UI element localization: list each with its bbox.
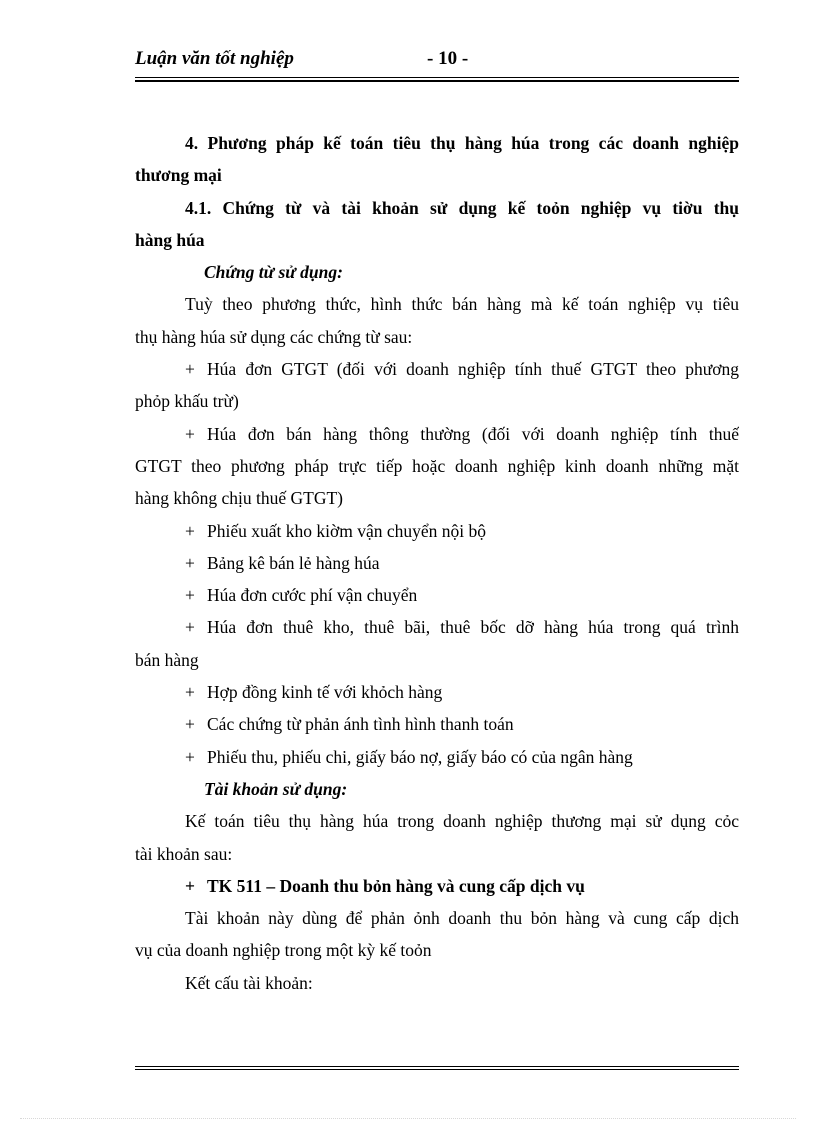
list-item [135, 741, 739, 773]
paragraph-intro: Tuỳ theo phương thức, hình thức bán hàng mà kế toán nghiệp vụ tiêu [185, 294, 739, 315]
list-item-text: Phiếu xuất kho kiờm vận chuyển nội bộ [207, 520, 487, 541]
bullet-marker: + [185, 585, 195, 606]
header-title: Luận văn tốt nghiệp [135, 48, 294, 69]
bullet-marker: + [185, 520, 195, 541]
list-item [135, 611, 739, 643]
header-rule-top [135, 77, 739, 78]
bullet-marker: + [185, 423, 195, 444]
paragraph-accounts-cont: tài khoản sau: [135, 843, 233, 864]
bullet-marker: + [185, 875, 195, 896]
list-item [135, 418, 739, 450]
page-edge-dots [20, 1118, 796, 1120]
list-item-text: Phiếu thu, phiếu chi, giấy báo nợ, giấy báo có của ngân hàng [207, 746, 633, 767]
list-item-cont: bán hàng [135, 649, 199, 670]
paragraph-accounts: Kế toán tiêu thụ hàng húa trong doanh nghiệp thương mại sử dụng cỏc [185, 811, 739, 832]
account-heading-text: TK 511 – Doanh thu bỏn hàng và cung cấp dịch vụ [207, 875, 585, 896]
bullet-marker: + [185, 617, 195, 638]
header-rule-bottom [135, 80, 739, 82]
heading-section-4-1: 4.1. Chứng từ và tài khoản sử dụng kế toỏn nghiệp vụ tiờu thụ [185, 197, 739, 218]
list-item-text: Húa đơn cước phí vận chuyển [207, 585, 418, 606]
list-item-cont: GTGT theo phương pháp trực tiếp hoặc doanh nghiệp kinh doanh những mặt [135, 455, 739, 476]
paragraph-intro-cont: thụ hàng húa sử dụng các chứng từ sau: [135, 326, 413, 347]
list-item-text: Húa đơn bán hàng thông thường (đối với doanh nghiệp tính thuế [207, 423, 739, 444]
paragraph-account-desc: Tài khoản này dùng để phản ỏnh doanh thu bỏn hàng và cung cấp dịch [185, 908, 739, 929]
bullet-marker: + [185, 714, 195, 735]
list-item [135, 676, 739, 708]
list-item [135, 708, 739, 740]
bullet-marker: + [185, 682, 195, 703]
list-item-text: Các chứng từ phản ánh tình hình thanh toán [207, 714, 514, 735]
list-item-text: Húa đơn GTGT (đối với doanh nghiệp tính thuế GTGT theo phương [207, 359, 739, 380]
page-number: - 10 - [427, 48, 469, 69]
account-heading [135, 870, 739, 902]
body-content [135, 127, 739, 999]
list-item-text: Bảng kê bán lẻ hàng húa [207, 552, 380, 573]
footer-rule-top [135, 1066, 739, 1067]
footer-rule-bottom [135, 1069, 739, 1070]
bullet-marker: + [185, 746, 195, 767]
bullet-marker: + [185, 359, 195, 380]
list-item [135, 579, 739, 611]
heading-section-4-cont: thương mại [135, 165, 222, 186]
heading-section-4: 4. Phương pháp kế toán tiêu thụ hàng húa trong các doanh nghiệp [185, 133, 739, 153]
paragraph-account-desc-cont: vụ của doanh nghiệp trong một kỳ kế toỏn [135, 940, 432, 961]
list-item [135, 515, 739, 547]
heading-section-4-1-cont: hàng húa [135, 229, 205, 250]
list-item [135, 547, 739, 579]
list-item [135, 353, 739, 385]
list-item-cont: hàng không chịu thuế GTGT) [135, 488, 344, 509]
list-item-text: Húa đơn thuê kho, thuê bãi, thuê bốc dỡ hàng húa trong quá trình [207, 617, 739, 638]
list-item-text: Hợp đồng kinh tế với khỏch hàng [207, 682, 443, 703]
list-item-cont: phỏp khấu trừ) [135, 391, 239, 412]
bullet-marker: + [185, 552, 195, 573]
subheading-documents: Chứng từ sử dụng: [204, 262, 343, 283]
subheading-accounts: Tài khoản sử dụng: [204, 778, 348, 799]
paragraph-structure: Kết cấu tài khoản: [185, 972, 313, 993]
